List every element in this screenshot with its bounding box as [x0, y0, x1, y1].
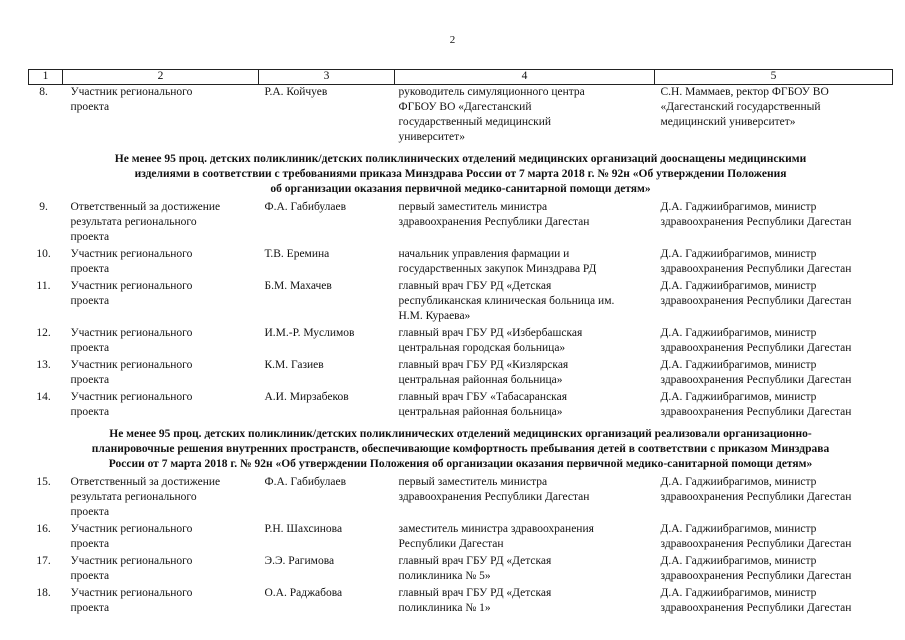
row-number: 13.	[36, 359, 51, 371]
row-position: главный врач ГБУ РД «Детская поликлиника № 1»	[398, 587, 552, 614]
row-role: Участник регионального проекта	[70, 327, 193, 354]
table-row	[29, 326, 893, 358]
row-role: Ответственный за достижение результата регионального проекта	[70, 201, 221, 243]
row-position: главный врач ГБУ РД «Кизлярская центральная районная больница»	[398, 359, 569, 386]
row-supervisor: Д.А. Гаджиибрагимов, министр здравоохранения Республики Дагестан	[660, 327, 852, 354]
table-row	[29, 279, 893, 326]
row-person: Б.М. Махачев	[264, 280, 332, 292]
row-person: Э.Э. Рагимова	[264, 555, 335, 567]
column-number: 5	[655, 70, 893, 85]
row-number: 11.	[36, 280, 51, 292]
row-role: Участник регионального проекта	[70, 555, 193, 582]
section-heading: Не менее 95 проц. детских поликлиник/детских поликлинических отделений медицинских организаций дооснащены медицинскими изделиями в соответствии с требованиями приказа Минздрава России от 7 марта 2018 г. № 92н «Об утверждении Положения об организации оказания первичной медико-санитарной помощи детям»	[114, 153, 807, 195]
row-number: 18.	[36, 587, 51, 599]
row-person: О.А. Раджабова	[264, 587, 343, 599]
row-role: Участник регионального проекта	[70, 587, 193, 614]
table-row	[29, 554, 893, 586]
row-person: Т.В. Еремина	[264, 248, 330, 260]
table-row	[29, 200, 893, 247]
participants-table	[28, 69, 893, 618]
row-number: 9.	[39, 201, 48, 213]
row-person: К.М. Газиев	[264, 359, 324, 371]
row-supervisor: Д.А. Гаджиибрагимов, министр здравоохранения Республики Дагестан	[660, 555, 852, 582]
table-row	[29, 586, 893, 618]
row-supervisor: Д.А. Гаджиибрагимов, министр здравоохранения Республики Дагестан	[660, 280, 852, 307]
column-number-row	[29, 70, 893, 85]
section-heading: Не менее 95 проц. детских поликлиник/детских поликлинических отделений медицинских организаций реализовали организационно- планировочные решения внутренних пространств, обеспечивающие комфортность пребывания детей в соответствии с приказом Минздрава России от 7 марта 2018 г. № 92н «Об утверждении Положения об организации оказания первичной медико-санитарной помощи детям»	[91, 428, 830, 470]
row-person: Р.А. Койчуев	[264, 86, 328, 98]
row-position: первый заместитель министра здравоохранения Республики Дагестан	[398, 476, 590, 503]
page-number: 2	[449, 34, 456, 46]
table-row	[29, 85, 893, 148]
column-number: 1	[29, 70, 63, 85]
row-role: Участник регионального проекта	[70, 86, 193, 113]
row-number: 12.	[36, 327, 51, 339]
row-supervisor: Д.А. Гаджиибрагимов, министр здравоохранения Республики Дагестан	[660, 476, 852, 503]
row-number: 15.	[36, 476, 51, 488]
row-supervisor: Д.А. Гаджиибрагимов, министр здравоохранения Республики Дагестан	[660, 359, 852, 386]
row-number: 16.	[36, 523, 51, 535]
row-supervisor: Д.А. Гаджиибрагимов, министр здравоохранения Республики Дагестан	[660, 248, 852, 275]
row-role: Участник регионального проекта	[70, 248, 193, 275]
row-person: Ф.А. Габибулаев	[264, 201, 347, 213]
table-row	[29, 358, 893, 390]
row-supervisor: Д.А. Гаджиибрагимов, министр здравоохранения Республики Дагестан	[660, 587, 852, 614]
table-row	[29, 522, 893, 554]
column-number: 4	[395, 70, 655, 85]
row-position: начальник управления фармации и государственных закупок Минздрава РД	[398, 248, 597, 275]
row-person: И.М.-Р. Муслимов	[264, 327, 355, 339]
row-role: Участник регионального проекта	[70, 391, 193, 418]
row-supervisor: С.Н. Маммаев, ректор ФГБОУ ВО «Дагестанский государственный медицинский университет»	[660, 86, 829, 128]
row-position: заместитель министра здравоохранения Республики Дагестан	[398, 523, 594, 550]
row-position: главный врач ГБУ РД «Избербашская центральная городская больница»	[398, 327, 583, 354]
row-number: 17.	[36, 555, 51, 567]
section-heading-row	[29, 422, 893, 475]
table-row	[29, 475, 893, 522]
column-number: 2	[63, 70, 259, 85]
row-person: А.И. Мирзабеков	[264, 391, 349, 403]
row-position: главный врач ГБУ РД «Детская республиканская клиническая больница им. Н.М. Кураева»	[398, 280, 615, 322]
row-supervisor: Д.А. Гаджиибрагимов, министр здравоохранения Республики Дагестан	[660, 523, 852, 550]
row-role: Участник регионального проекта	[70, 523, 193, 550]
table-row	[29, 390, 893, 422]
row-position: руководитель симуляционного центра ФГБОУ ВО «Дагестанский государственный медицинский университет»	[398, 86, 585, 143]
row-number: 14.	[36, 391, 51, 403]
section-heading-row	[29, 147, 893, 200]
table-row	[29, 247, 893, 279]
row-role: Участник регионального проекта	[70, 280, 193, 307]
row-position: главный врач ГБУ «Табасаранская центральная районная больница»	[398, 391, 567, 418]
row-number: 10.	[36, 248, 51, 260]
row-role: Участник регионального проекта	[70, 359, 193, 386]
column-number: 3	[259, 70, 395, 85]
row-supervisor: Д.А. Гаджиибрагимов, министр здравоохранения Республики Дагестан	[660, 391, 852, 418]
row-position: первый заместитель министра здравоохранения Республики Дагестан	[398, 201, 590, 228]
row-position: главный врач ГБУ РД «Детская поликлиника № 5»	[398, 555, 552, 582]
row-number: 8.	[39, 86, 48, 98]
row-role: Ответственный за достижение результата регионального проекта	[70, 476, 221, 518]
row-person: Р.Н. Шахсинова	[264, 523, 343, 535]
row-person: Ф.А. Габибулаев	[264, 476, 347, 488]
row-supervisor: Д.А. Гаджиибрагимов, министр здравоохранения Республики Дагестан	[660, 201, 852, 228]
